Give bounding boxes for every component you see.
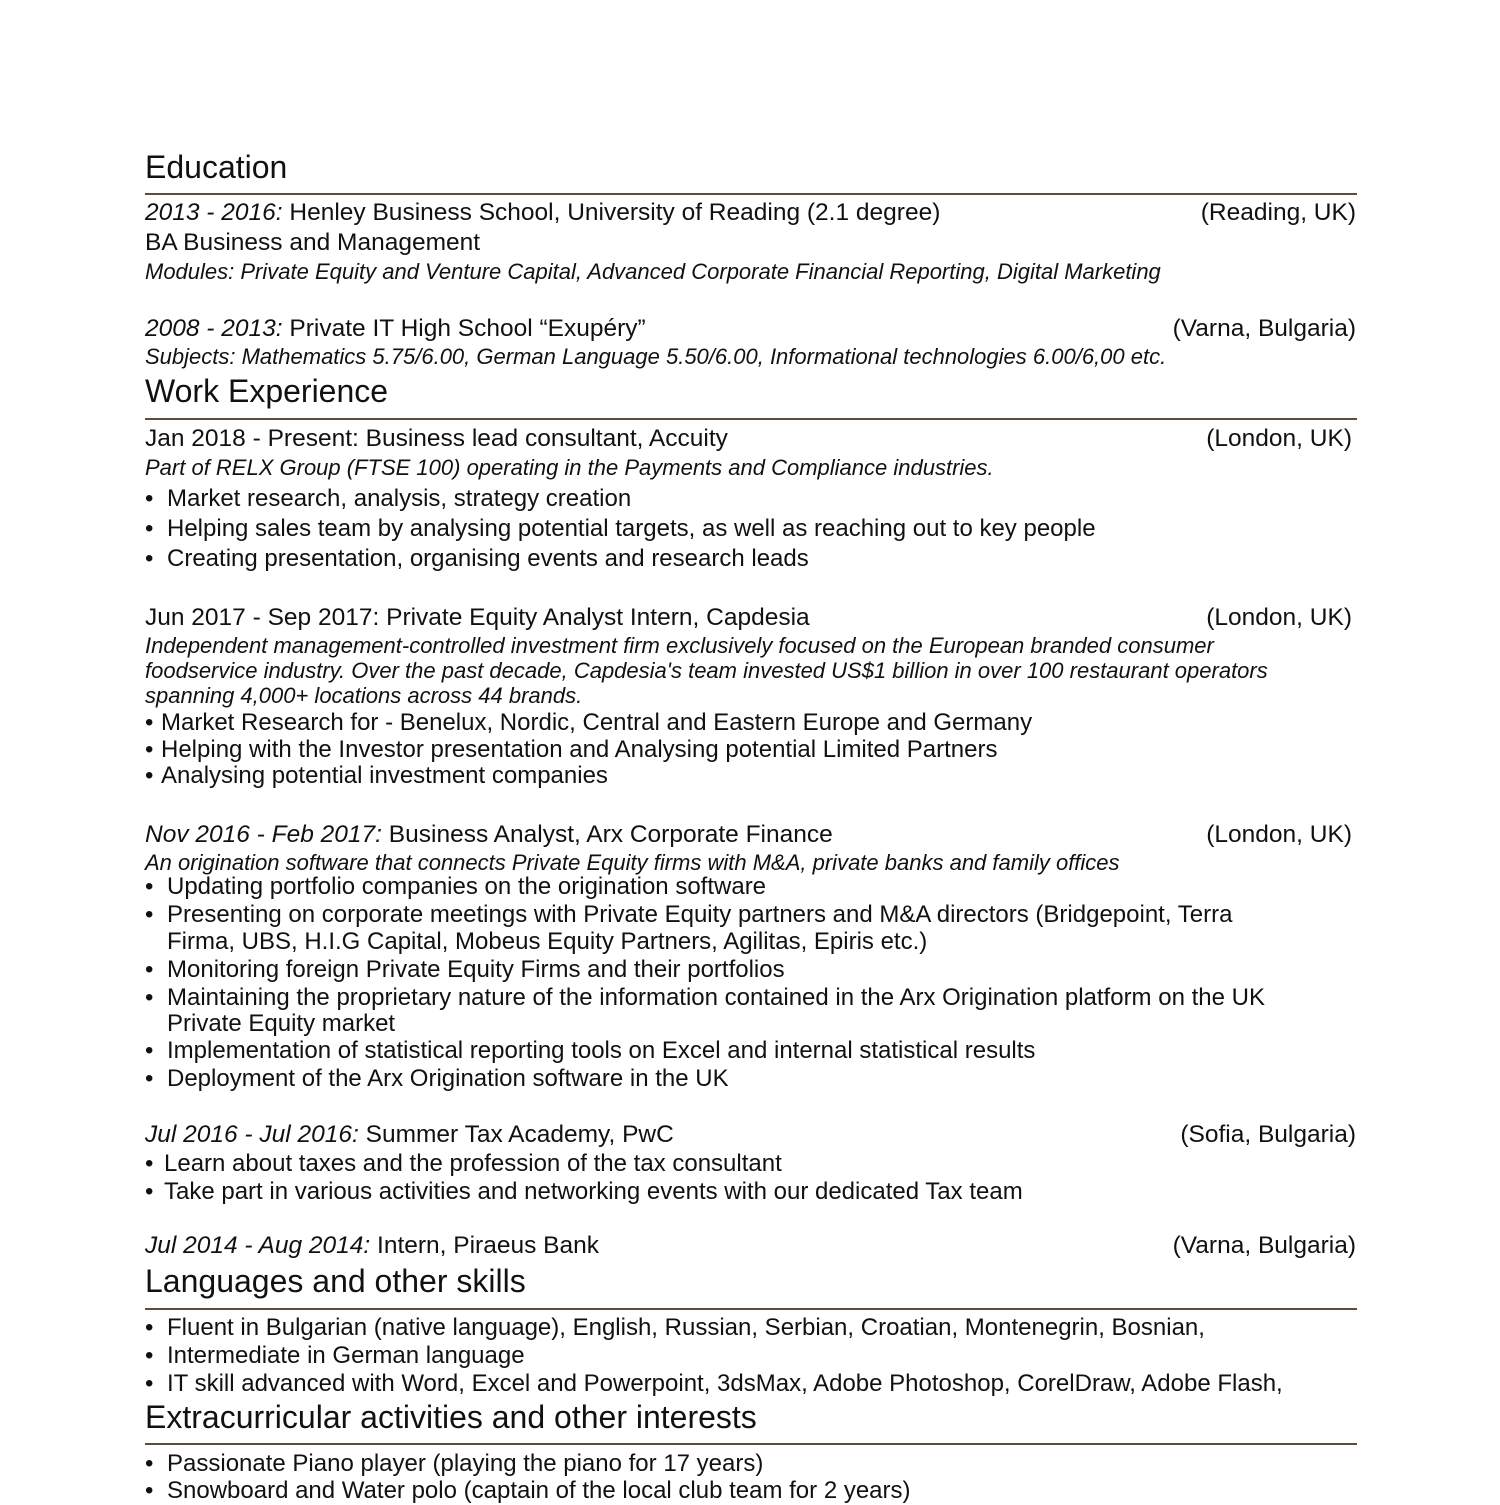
- work-3-title: [145, 821, 833, 849]
- education-entry-1-school: Henley Business School, University of Reading (2.1 degree): [282, 199, 941, 226]
- education-entry-2-location: (Varna, Bulgaria): [1172, 315, 1356, 342]
- bullet-icon: •: [145, 1065, 154, 1092]
- work-1-location: (London, UK): [1206, 425, 1352, 452]
- education-entry-1-dates: 2013 - 2016:: [145, 199, 283, 226]
- extracurricular-rule: [145, 1443, 1357, 1445]
- work-2-location: (London, UK): [1206, 604, 1352, 631]
- work-heading: Work Experience: [145, 373, 389, 409]
- work-4-dates: Jul 2016 - Jul 2016:: [145, 1121, 359, 1148]
- work-2-bullet-2: Helping with the Investor presentation and Analysing potential Limited Partners: [161, 736, 998, 763]
- education-entry-2-school: Private IT High School “Exupéry”: [282, 315, 646, 342]
- work-4-location: (Sofia, Bulgaria): [1180, 1121, 1356, 1148]
- work-3-description: An origination software that connects Private Equity firms with M&A, private banks and family offices: [145, 850, 1120, 875]
- work-3-role: Business Analyst, Arx Corporate Finance: [382, 821, 833, 848]
- bullet-icon: •: [145, 485, 154, 512]
- extracurricular-heading: Extracurricular activities and other interests: [145, 1399, 757, 1435]
- work-1-title: Jan 2018 - Present: Business lead consultant, Accuity: [145, 425, 728, 452]
- education-entry-2-subjects: Subjects: Mathematics 5.75/6.00, German Language 5.50/6.00, Informational technologies 6.00/6,00 etc.: [145, 344, 1167, 369]
- work-rule: [145, 418, 1357, 420]
- education-rule: [145, 193, 1357, 195]
- work-4-role: Summer Tax Academy, PwC: [358, 1121, 674, 1148]
- bullet-icon: •: [145, 1477, 154, 1504]
- work-3-bullet-2-line-1: Presenting on corporate meetings with Private Equity partners and M&A directors (Bridgepoint, Terra: [167, 901, 1233, 928]
- work-3-bullet-1: Updating portfolio companies on the origination software: [167, 873, 767, 900]
- work-2-title: Jun 2017 - Sep 2017: Private Equity Analyst Intern, Capdesia: [145, 604, 810, 631]
- work-5-title: [145, 1232, 599, 1260]
- work-1-bullet-1: Market research, analysis, strategy creation: [167, 485, 632, 512]
- work-2-bullet-3: Analysing potential investment companies: [161, 762, 608, 789]
- extracurricular-bullet-2: Snowboard and Water polo (captain of the local club team for 2 years): [167, 1477, 911, 1504]
- languages-bullet-2: Intermediate in German language: [167, 1342, 525, 1369]
- work-1-description: Part of RELX Group (FTSE 100) operating in the Payments and Compliance industries.: [145, 455, 994, 480]
- work-1-bullet-2: Helping sales team by analysing potential targets, as well as reaching out to key people: [167, 515, 1096, 542]
- work-3-bullet-5: Implementation of statistical reporting tools on Excel and internal statistical results: [167, 1037, 1036, 1064]
- bullet-icon: •: [145, 873, 154, 900]
- work-3-bullet-4-line-2: Private Equity market: [167, 1010, 396, 1037]
- bullet-icon: •: [145, 515, 154, 542]
- languages-rule: [145, 1308, 1357, 1310]
- work-2-description-line-1: Independent management-controlled investment firm exclusively focused on the European branded consumer: [145, 633, 1214, 658]
- bullet-icon: •: [145, 984, 154, 1011]
- work-3-location: (London, UK): [1206, 821, 1352, 848]
- work-2-bullet-1: Market Research for - Benelux, Nordic, Central and Eastern Europe and Germany: [161, 709, 1033, 736]
- work-3-bullet-2-line-2: Firma, UBS, H.I.G Capital, Mobeus Equity Partners, Agilitas, Epiris etc.): [167, 928, 928, 955]
- work-5-dates: Jul 2014 - Aug 2014:: [145, 1232, 371, 1259]
- languages-heading: Languages and other skills: [145, 1263, 526, 1299]
- languages-bullet-1: Fluent in Bulgarian (native language), English, Russian, Serbian, Croatian, Montenegrin, Bosnian,: [167, 1314, 1205, 1341]
- work-1-bullet-3: Creating presentation, organising events and research leads: [167, 545, 809, 572]
- bullet-icon: •: [145, 1150, 154, 1177]
- work-5-role: Intern, Piraeus Bank: [370, 1232, 599, 1259]
- work-3-bullet-3: Monitoring foreign Private Equity Firms and their portfolios: [167, 956, 785, 983]
- extracurricular-bullet-1: Passionate Piano player (playing the piano for 17 years): [167, 1450, 764, 1477]
- work-5-location: (Varna, Bulgaria): [1172, 1232, 1356, 1259]
- bullet-icon: •: [145, 762, 154, 789]
- bullet-icon: •: [145, 545, 154, 572]
- work-3-dates: Nov 2016 - Feb 2017:: [145, 821, 382, 848]
- education-entry-1-title: [145, 199, 940, 227]
- work-2-description-line-2: foodservice industry. Over the past decade, Capdesia's team invested US$1 billion in over 100 restaurant operators: [145, 658, 1268, 683]
- work-4-title: [145, 1121, 674, 1149]
- languages-bullet-3: IT skill advanced with Word, Excel and Powerpoint, 3dsMax, Adobe Photoshop, CorelDraw, Adobe Flash,: [167, 1370, 1283, 1397]
- work-2-description-line-3: spanning 4,000+ locations across 44 brands.: [145, 683, 583, 708]
- bullet-icon: •: [145, 1178, 154, 1205]
- bullet-icon: •: [145, 1370, 154, 1397]
- work-4-bullet-1: Learn about taxes and the profession of the tax consultant: [164, 1150, 782, 1177]
- education-heading: Education: [145, 149, 288, 185]
- education-entry-2-dates: 2008 - 2013:: [145, 315, 283, 342]
- bullet-icon: •: [145, 1342, 154, 1369]
- work-3-bullet-6: Deployment of the Arx Origination software in the UK: [167, 1065, 729, 1092]
- bullet-icon: •: [145, 956, 154, 983]
- bullet-icon: •: [145, 709, 154, 736]
- bullet-icon: •: [145, 1450, 154, 1477]
- education-entry-1-location: (Reading, UK): [1200, 199, 1356, 226]
- education-entry-1-degree: BA Business and Management: [145, 229, 481, 256]
- work-4-bullet-2: Take part in various activities and networking events with our dedicated Tax team: [164, 1178, 1023, 1205]
- bullet-icon: •: [145, 736, 154, 763]
- work-3-bullet-4-line-1: Maintaining the proprietary nature of the information contained in the Arx Origination platform on the UK: [167, 984, 1265, 1011]
- bullet-icon: •: [145, 901, 154, 928]
- education-entry-2-title: [145, 315, 646, 343]
- bullet-icon: •: [145, 1314, 154, 1341]
- bullet-icon: •: [145, 1037, 154, 1064]
- education-entry-1-modules: Modules: Private Equity and Venture Capital, Advanced Corporate Financial Reporting, Digital Marketing: [145, 259, 1161, 284]
